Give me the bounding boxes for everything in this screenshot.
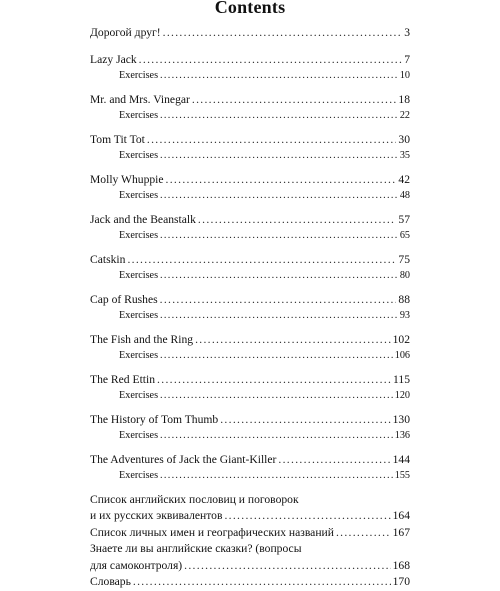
entry-page: 18 xyxy=(398,92,410,106)
dot-leader xyxy=(160,348,393,365)
dot-leader xyxy=(160,148,398,165)
dot-leader xyxy=(278,452,390,469)
entry-label: Exercises xyxy=(119,470,159,481)
toc-entry-exercises[interactable] xyxy=(90,268,410,285)
entry-label: Exercises xyxy=(119,230,159,241)
dot-leader xyxy=(198,212,396,229)
dot-leader xyxy=(139,52,403,69)
entry-page: 75 xyxy=(398,252,410,266)
entry-page: 93 xyxy=(399,310,410,321)
entry-page: 80 xyxy=(399,270,410,281)
toc-entry-story[interactable] xyxy=(90,92,410,109)
entry-label: Exercises xyxy=(119,150,159,161)
entry-page: 130 xyxy=(392,412,410,426)
dot-leader xyxy=(163,25,403,42)
entry-page: 115 xyxy=(393,372,410,386)
toc-entry-exercises[interactable] xyxy=(90,308,410,325)
toc-entry-exercises[interactable] xyxy=(90,188,410,205)
toc-entry-exercises[interactable] xyxy=(90,428,410,445)
entry-page: 136 xyxy=(394,430,410,441)
toc-entry-exercises[interactable] xyxy=(90,108,410,125)
entry-label-line1: Знаете ли вы английские сказки? (вопросы xyxy=(90,542,302,555)
entry-label: Exercises xyxy=(119,430,159,441)
toc-entry-story[interactable] xyxy=(90,252,410,269)
dot-leader xyxy=(133,574,391,591)
entry-page: 22 xyxy=(399,110,410,121)
entry-page: 168 xyxy=(392,558,410,572)
entry-page: 155 xyxy=(394,470,410,481)
toc-entry-story[interactable] xyxy=(90,52,410,69)
entry-page: 65 xyxy=(399,230,410,241)
entry-label: The Fish and the Ring xyxy=(90,332,194,346)
toc-entry-story[interactable] xyxy=(90,372,410,389)
entry-label: Exercises xyxy=(119,390,159,401)
entry-label: Lazy Jack xyxy=(90,52,137,66)
entry-label: The Red Ettin xyxy=(90,372,156,386)
dot-leader xyxy=(224,508,390,525)
dot-leader xyxy=(160,108,398,125)
dot-leader xyxy=(160,188,398,205)
toc-entry-story[interactable] xyxy=(90,292,410,309)
toc-entry-appendix[interactable] xyxy=(90,525,410,542)
toc-entry-exercises[interactable] xyxy=(90,348,410,365)
dot-leader xyxy=(127,252,396,269)
dot-leader xyxy=(195,332,391,349)
entry-label: и их русских эквивалентов xyxy=(90,509,223,522)
entry-label: для самоконтроля) xyxy=(90,558,183,572)
entry-page: 144 xyxy=(392,452,410,466)
toc-entry-line1[interactable] xyxy=(90,541,410,558)
entry-page: 35 xyxy=(399,150,410,161)
dot-leader xyxy=(192,92,397,109)
entry-label: The History of Tom Thumb xyxy=(90,412,219,426)
entry-label: Список личных имен и географических названий xyxy=(90,525,334,539)
entry-page: 164 xyxy=(392,509,410,522)
entry-page: 120 xyxy=(394,390,410,401)
entry-label: The Adventures of Jack the Giant-Killer xyxy=(90,452,277,466)
toc-entry-appendix[interactable] xyxy=(90,508,410,525)
dot-leader xyxy=(147,132,397,149)
entry-label: Exercises xyxy=(119,190,159,201)
entry-label: Словарь xyxy=(90,575,131,588)
entry-page: 106 xyxy=(394,350,410,361)
toc-entry-story[interactable] xyxy=(90,332,410,349)
entry-label: Дорогой друг! xyxy=(90,26,161,39)
dot-leader xyxy=(184,558,390,575)
dot-leader xyxy=(160,292,397,309)
entry-page: 170 xyxy=(392,575,410,588)
toc-entry-dictionary[interactable] xyxy=(90,574,410,591)
entry-label: Exercises xyxy=(119,350,159,361)
dot-leader xyxy=(220,412,390,429)
toc-entry-story[interactable] xyxy=(90,132,410,149)
dot-leader xyxy=(160,468,393,485)
dot-leader xyxy=(336,525,391,542)
entry-page: 88 xyxy=(398,292,410,306)
entry-label-line1: Список английских пословиц и поговорок xyxy=(90,492,299,506)
entry-label: Exercises xyxy=(119,110,159,121)
dot-leader xyxy=(160,68,398,85)
entry-label: Jack and the Beanstalk xyxy=(90,212,196,226)
entry-label: Molly Whuppie xyxy=(90,172,164,186)
entry-page: 42 xyxy=(398,172,410,186)
entry-page: 30 xyxy=(398,132,410,146)
dot-leader xyxy=(166,172,397,189)
entry-page: 48 xyxy=(399,190,410,201)
toc-entry-story[interactable] xyxy=(90,212,410,229)
toc-entry-exercises[interactable] xyxy=(90,388,410,405)
toc-entry-story[interactable] xyxy=(90,412,410,429)
toc-entry-story[interactable] xyxy=(90,452,410,469)
entry-label: Tom Tit Tot xyxy=(90,132,145,146)
entry-page: 57 xyxy=(398,212,410,226)
entry-label: Exercises xyxy=(119,270,159,281)
entry-label: Mr. and Mrs. Vinegar xyxy=(90,92,190,106)
page-title: Contents xyxy=(214,0,286,17)
toc-entry-exercises[interactable] xyxy=(90,68,410,85)
entry-label: Exercises xyxy=(119,310,159,321)
table-of-contents xyxy=(90,25,410,591)
toc-entry-story[interactable] xyxy=(90,172,410,189)
entry-label: Cap of Rushes xyxy=(90,292,158,306)
entry-page: 7 xyxy=(404,52,410,66)
toc-entry-exercises[interactable] xyxy=(90,148,410,165)
dot-leader xyxy=(157,372,391,389)
toc-entry-intro[interactable] xyxy=(90,25,410,42)
entry-label: Catskin xyxy=(90,252,126,266)
entry-label: Exercises xyxy=(119,70,159,81)
dot-leader xyxy=(160,308,398,325)
entry-page: 3 xyxy=(404,26,410,39)
entry-page: 102 xyxy=(392,332,410,346)
dot-leader xyxy=(160,228,398,245)
toc-entry-appendix[interactable] xyxy=(90,558,410,575)
toc-entry-exercises[interactable] xyxy=(90,228,410,245)
dot-leader xyxy=(160,388,393,405)
dot-leader xyxy=(160,268,398,285)
entry-page: 167 xyxy=(392,525,410,539)
toc-entry-exercises[interactable] xyxy=(90,468,410,485)
dot-leader xyxy=(160,428,393,445)
entry-page: 10 xyxy=(399,70,410,81)
